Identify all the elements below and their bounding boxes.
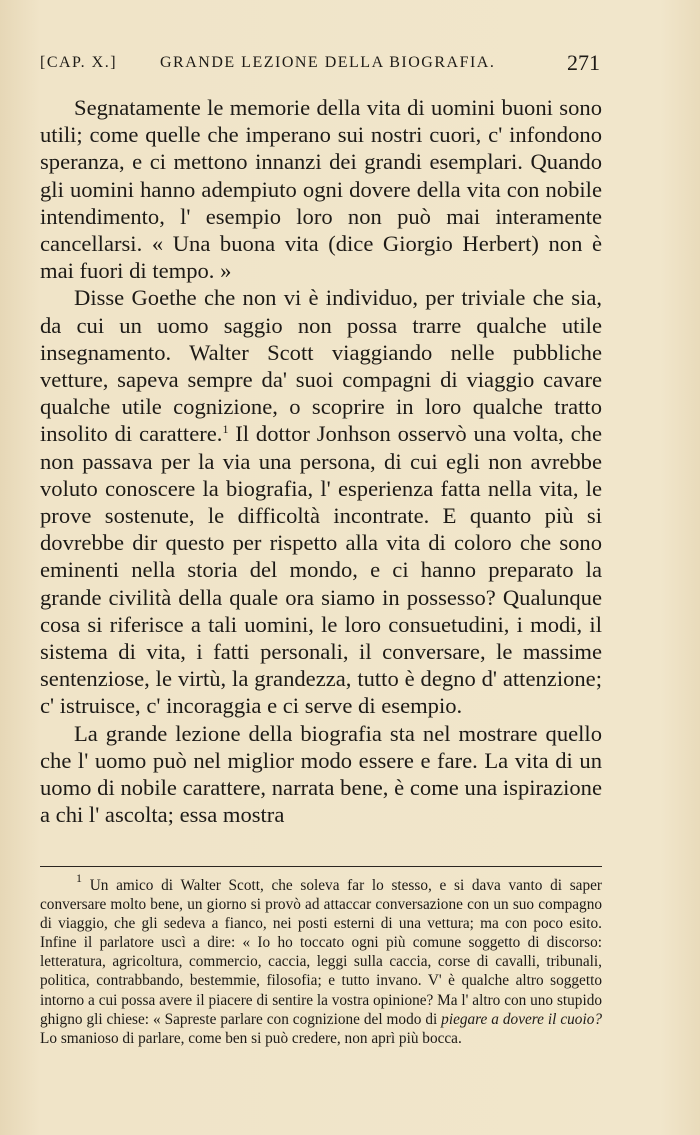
footnote-marker: 1 [76,871,82,885]
footnote-divider [40,866,602,867]
paragraph [40,284,602,719]
running-title: GRANDE LEZIONE DELLA BIOGRAFIA. [160,54,496,71]
chapter-label: [CAP. X.] [40,54,118,71]
body-text [40,94,602,828]
paragraph: Segnatamente le memorie della vita di uomini buoni sono utili; come quelle che imperano sui nostri cuori, c' infondono speranza, e ci mettono innanzi dei grandi esemplari. Quando gli uomini hanno adempiuto ogni dovere della vita con nobile intendimento, l' esempio loro non può mai interamente cancellarsi. « Una buona vita (dice Giorgio Herbert) non è mai fuori di tempo. » [40,95,602,284]
footnote-text: Un amico di Walter Scott, che soleva far lo stesso, e si dava vanto di saper conversare molto bene, un giorno si provò ad attaccar conversazione con un suo compagno di viaggio, che gli sedeva a fianco, nei posti esterni di una vettura; ma con poco esito. Infine il parlatore uscì a dire: « Io ho toccato ogni più comune soggetto di discorso: letteratura, agricoltura, commercio, caccia, leggi sulla caccia, corse di cavalli, tribunali, politica, contrabbando, bestemmie, filosofia; e tutto invano. V' è qualche altro soggetto intorno a cui possa avere il piacere di sentire la vostra opinione? Ma l' altro con uno stupido ghigno gli chiese: « Sapreste parlare con cognizione del modo di [40,877,602,1028]
running-header [40,50,600,80]
footnote-text-end: Lo smanioso di parlare, come ben si può credere, non aprì più bocca. [40,1029,462,1047]
page-number: 271 [567,50,600,75]
paragraph-text: Disse Goethe che non vi è individuo, per triviale che sia, da cui un uomo saggio non possa trarre qualche utile insegnamento. Walter Scott viaggiando nelle pubbliche vetture, sapeva sempre da' suoi compagni di viaggio cavare qualche utile cognizione, o scoprire in loro qualche tratto insolito di carattere. [40,285,602,447]
paragraph: La grande lezione della biografia sta nel mostrare quello che l' uomo può nel miglior modo essere e fare. La vita di un uomo di nobile carattere, narrata bene, è come una ispirazione a chi l' ascolta; essa mostra [40,720,602,828]
footnote-italic-text: piegare a dovere il cuoio? [441,1010,602,1028]
footnote [40,871,602,1048]
paragraph-text: Il dottor Jonhson osservò una volta, che non passava per la via una persona, di cui egli non avrebbe voluto conoscere la biografia, l' esperienza fatta nella vita, le prove sostenute, le difficoltà incontrate. E quanto più si dovrebbe dir questo per rispetto alla vita di coloro che sono eminenti nella storia del mondo, e ci hanno preparato la grande civilità della quale ora siamo in possesso? Qualunque cosa si riferisce a tali uomini, le loro consuetudini, i modi, il sistema di vita, i fatti personali, il conversare, le massime sentenziose, le virtù, la grandezza, tutto è degno d' attenzione; c' istruisce, c' incoraggia e ci serve di esempio. [40,421,602,719]
footnote-paragraph [40,871,602,1048]
footnote-reference: 1 [222,422,229,437]
